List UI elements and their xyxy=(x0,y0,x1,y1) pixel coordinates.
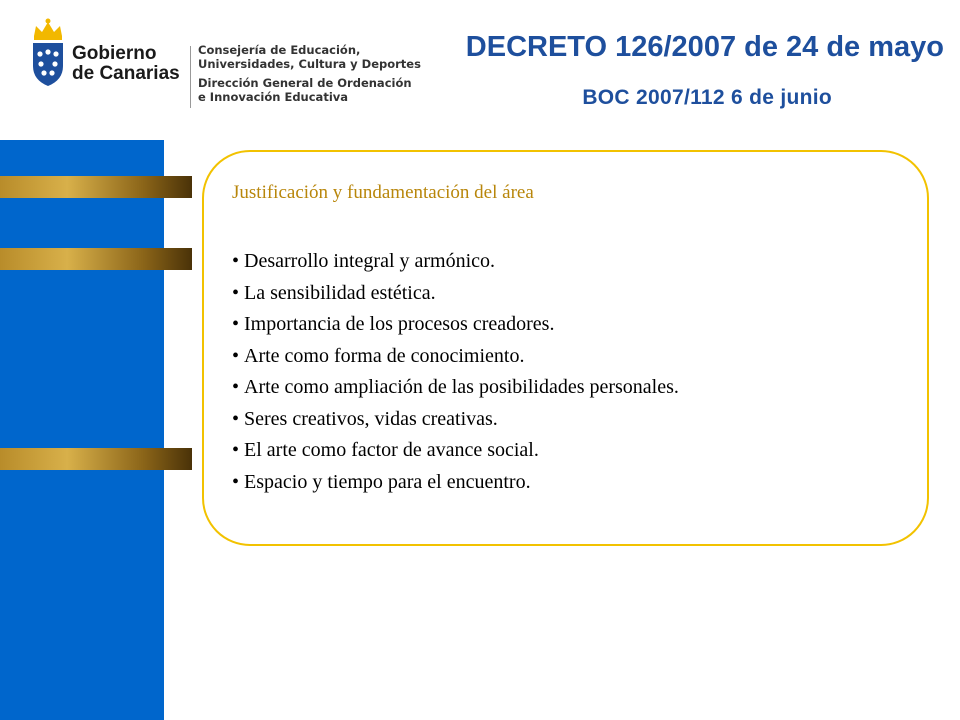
list-item: • La sensibilidad estética. xyxy=(232,278,679,310)
bullet-list xyxy=(232,246,679,498)
list-item: • Espacio y tiempo para el encuentro. xyxy=(232,467,679,499)
government-logo xyxy=(28,16,421,116)
canary-islands-crest-icon xyxy=(28,16,68,88)
logo-divider xyxy=(190,46,191,108)
department-line3: Dirección General de Ordenación xyxy=(198,76,412,90)
list-item: • Desarrollo integral y armónico. xyxy=(232,246,679,278)
list-item: • Seres creativos, vidas creativas. xyxy=(232,404,679,436)
list-item: • Importancia de los procesos creadores. xyxy=(232,309,679,341)
list-item: • Arte como forma de conocimiento. xyxy=(232,341,679,373)
government-name-line1: Gobierno xyxy=(72,43,157,64)
department-line1: Consejería de Educación, xyxy=(198,43,361,57)
page-subtitle: BOC 2007/112 6 de junio xyxy=(582,86,832,109)
gold-bar-3 xyxy=(0,448,192,470)
department-line2: Universidades, Cultura y Deportes xyxy=(198,57,421,71)
list-item: • El arte como factor de avance social. xyxy=(232,435,679,467)
government-name xyxy=(72,44,180,84)
government-name-line2: de Canarias xyxy=(72,63,180,84)
section-heading: Justificación y fundamentación del área xyxy=(232,182,534,203)
department-line4: e Innovación Educativa xyxy=(198,90,349,104)
left-blue-band xyxy=(0,140,164,720)
gold-bar-1 xyxy=(0,176,192,198)
page-title: DECRETO 126/2007 de 24 de mayo xyxy=(465,31,944,63)
department-name xyxy=(198,43,421,104)
content-box xyxy=(202,150,929,546)
list-item: • Arte como ampliación de las posibilidades personales. xyxy=(232,372,679,404)
gold-bar-2 xyxy=(0,248,192,270)
